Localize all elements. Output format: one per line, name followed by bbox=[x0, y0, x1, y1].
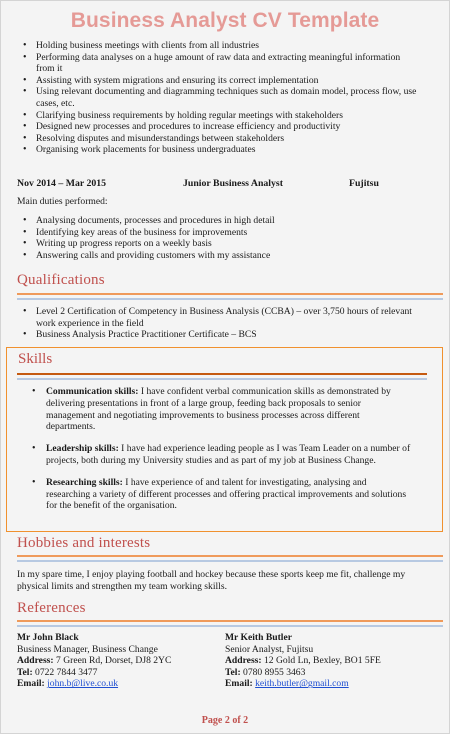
list-item: • Business Analysis Practice Practitioner Certificate – BCS bbox=[20, 329, 415, 341]
address-value: 12 Gold Ln, Bexley, BO1 5FE bbox=[261, 655, 381, 667]
list-item: • Level 2 Certification of Competency in Business Analysis (CCBA) – over 3,750 hours of relevant work experience in the field bbox=[20, 306, 415, 329]
reference-name: Mr Keith Butler bbox=[225, 632, 292, 643]
skill-text: I have confident verbal communication skills as demonstrated by delivering presentations in front of a large group, feeding back proposals to senior management and negotiating improvements to business processes across different departments. bbox=[46, 386, 391, 433]
section-divider bbox=[17, 298, 443, 300]
duties-label: Main duties performed: bbox=[17, 196, 108, 207]
section-divider bbox=[17, 555, 443, 557]
reference-name: Mr John Black bbox=[17, 632, 79, 643]
reference-right bbox=[225, 632, 381, 690]
reference-role: Business Manager, Business Change bbox=[17, 643, 158, 655]
tel-value: 0722 7844 3477 bbox=[32, 666, 98, 678]
hobbies-text: In my spare time, I enjoy playing football and hockey because these sports keep me fit, challenge my physical limits and strengthen my team working skills. bbox=[17, 569, 406, 592]
reference-address bbox=[225, 655, 381, 667]
list-item: • Assisting with system migrations and ensuring its correct implementation bbox=[20, 75, 420, 87]
job-duties-list bbox=[20, 215, 420, 261]
address-value: 7 Green Rd, Dorset, DJ8 2YC bbox=[53, 655, 172, 667]
reference-email bbox=[225, 678, 381, 690]
list-item: • Analysing documents, processes and procedures in high detail bbox=[20, 215, 420, 227]
reference-email bbox=[17, 678, 171, 690]
email-label: Email: bbox=[225, 678, 253, 690]
skill-item bbox=[26, 477, 411, 512]
tel-label: Tel: bbox=[225, 666, 241, 678]
list-item: • Holding business meetings with clients from all industries bbox=[20, 40, 420, 52]
section-divider bbox=[17, 560, 443, 562]
email-label: Email: bbox=[17, 678, 45, 690]
email-link[interactable]: john.b@live.co.uk bbox=[47, 678, 119, 690]
reference-tel bbox=[225, 667, 381, 679]
section-divider bbox=[17, 620, 443, 622]
skill-label: Leadership skills: bbox=[46, 443, 119, 455]
list-item: • Identifying key areas of the business for improvements bbox=[20, 227, 420, 239]
list-item: • Answering calls and providing customers with my assistance bbox=[20, 250, 420, 262]
list-item: • Resolving disputes and misunderstandings between stakeholders bbox=[20, 133, 420, 145]
skills-section bbox=[6, 347, 443, 532]
email-link[interactable]: keith.butler@gmail.com bbox=[255, 678, 349, 690]
page-number: Page 2 of 2 bbox=[201, 715, 249, 726]
list-item: • Clarifying business requirements by holding regular meetings with stakeholders bbox=[20, 110, 420, 122]
skill-item bbox=[26, 386, 411, 433]
reference-address bbox=[17, 655, 171, 667]
references-heading: References bbox=[17, 600, 86, 616]
list-item: • Writing up progress reports on a weekly basis bbox=[20, 238, 420, 250]
skill-text: I have had experience leading people as I was Team Leader on a number of projects, both during my University studies and as part of my job at Business Change. bbox=[46, 443, 411, 466]
job-role: Junior Business Analyst bbox=[183, 178, 284, 189]
qualifications-heading: Qualifications bbox=[17, 272, 105, 288]
list-item: • Organising work placements for business undergraduates bbox=[20, 144, 420, 156]
hobbies-heading: Hobbies and interests bbox=[17, 535, 151, 551]
qualifications-list bbox=[20, 306, 415, 341]
address-label: Address: bbox=[225, 655, 262, 667]
skill-text: I have experience of and talent for investigating, analysing and researching a variety of different processes and offering practical improvements and solutions for the benefit of the organisation. bbox=[46, 476, 407, 512]
skill-label: Communication skills: bbox=[46, 386, 139, 397]
section-divider bbox=[17, 293, 443, 295]
address-label: Address: bbox=[17, 655, 54, 667]
section-divider bbox=[17, 373, 427, 375]
skills-heading: Skills bbox=[18, 351, 53, 367]
reference-left bbox=[17, 632, 171, 690]
previous-duties-list bbox=[20, 40, 420, 156]
list-item: • Performing data analyses on a huge amount of raw data and extracting meaningful information from it bbox=[20, 52, 420, 75]
reference-role: Senior Analyst, Fujitsu bbox=[225, 643, 314, 655]
tel-label: Tel: bbox=[17, 666, 33, 678]
section-divider bbox=[17, 378, 427, 380]
tel-value: 0780 8955 3463 bbox=[240, 666, 306, 678]
list-item: • Using relevant documenting and diagramming techniques such as domain model, process flow, use cases, etc. bbox=[20, 86, 420, 109]
section-divider bbox=[17, 625, 443, 627]
skill-item bbox=[26, 443, 411, 467]
job-dates: Nov 2014 – Mar 2015 bbox=[17, 178, 107, 189]
reference-tel bbox=[17, 667, 171, 679]
list-item: • Designed new processes and procedures to increase efficiency and productivity bbox=[20, 121, 420, 133]
page-title: Business Analyst CV Template bbox=[70, 9, 380, 32]
job-company: Fujitsu bbox=[349, 178, 379, 189]
skills-list bbox=[26, 386, 411, 522]
skill-label: Researching skills: bbox=[46, 476, 123, 488]
